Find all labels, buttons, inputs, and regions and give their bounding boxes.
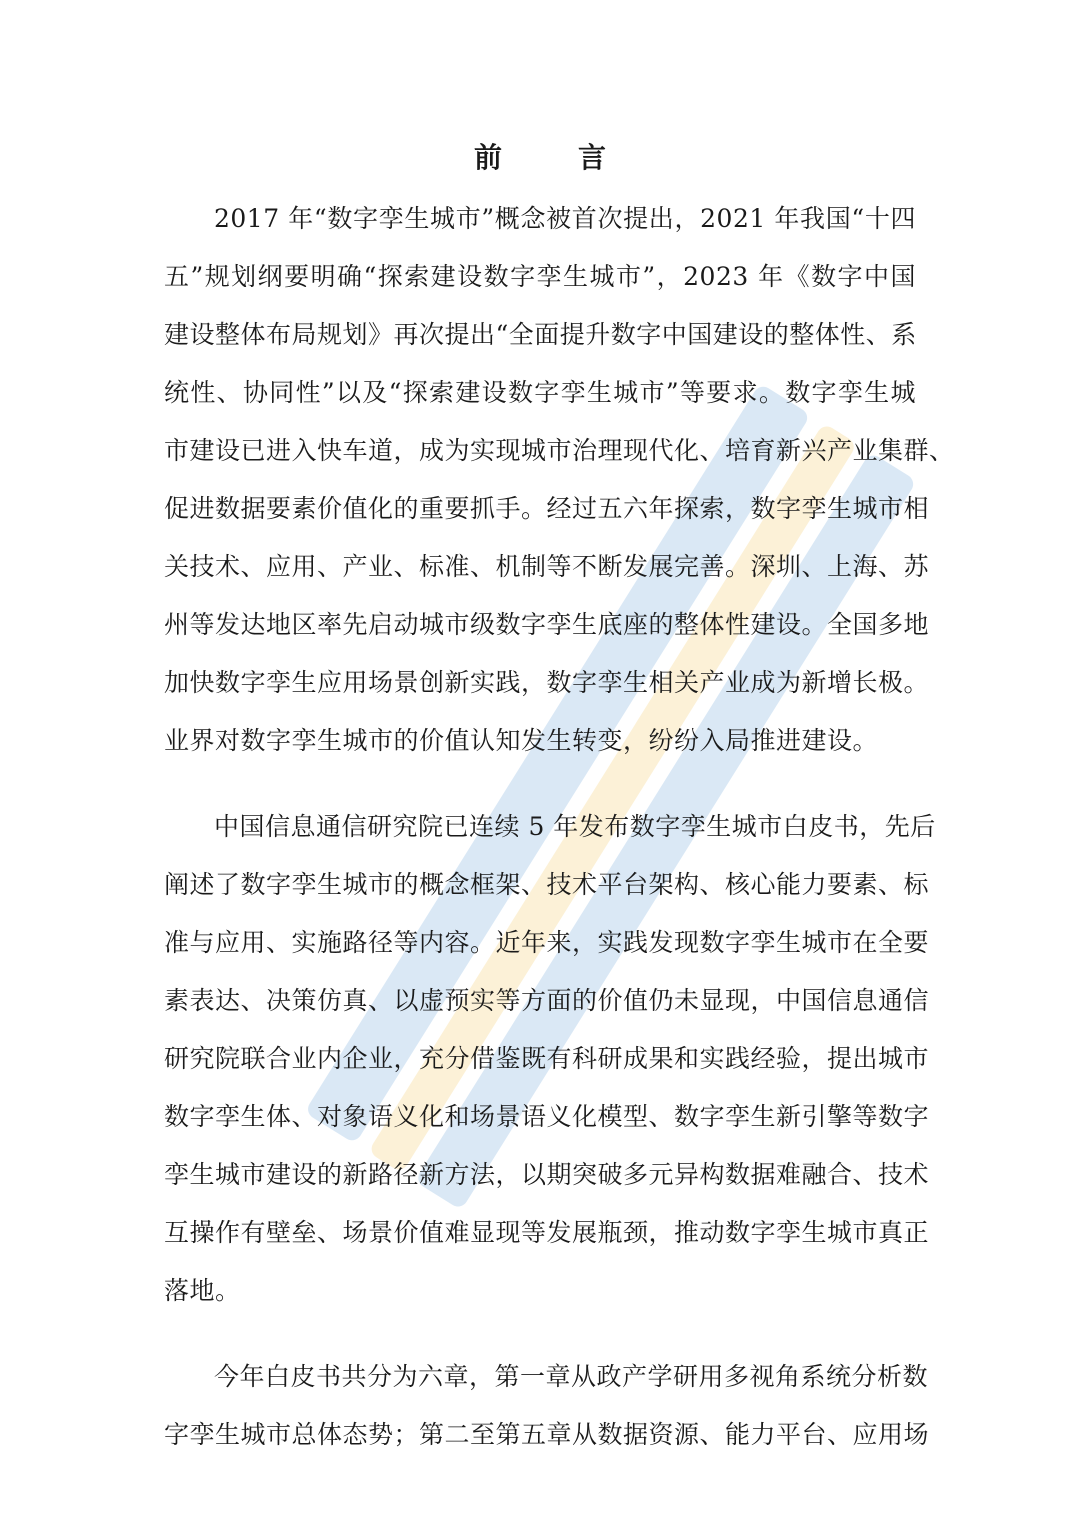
body-text (164, 190, 955, 1464)
text-line: 中国信息通信研究院已连续 5 年发布数字孪生城市白皮书，先后 (214, 812, 936, 841)
text-line: 2017 年“数字孪生城市”概念被首次提出，2021 年我国“十四 (214, 204, 916, 233)
text-line: 落地。 (164, 1276, 241, 1305)
text-line: 促进数据要素价值化的重要抓手。经过五六年探索，数字孪生城市相 (164, 494, 930, 523)
text-line: 统性、协同性”以及“探索建设数字孪生城市”等要求。数字孪生城 (164, 378, 916, 407)
paragraph-2 (164, 798, 936, 1320)
text-line: 业界对数字孪生城市的价值认知发生转变，纷纷入局推进建设。 (164, 726, 879, 755)
text-line: 关技术、应用、产业、标准、机制等不断发展完善。深圳、上海、苏 (164, 552, 930, 581)
text-line: 字孪生城市总体态势；第二至第五章从数据资源、能力平台、应用场 (164, 1420, 930, 1449)
page-title: 前 言 (473, 141, 630, 174)
text-line: 建设整体布局规划》再次提出“全面提升数字中国建设的整体性、系 (164, 320, 917, 349)
text-line: 五”规划纲要明确“探索建设数字孪生城市”，2023 年《数字中国 (164, 262, 916, 291)
text-line: 数字孪生体、对象语义化和场景语义化模型、数字孪生新引擎等数字 (164, 1102, 930, 1131)
text-line: 研究院联合业内企业，充分借鉴既有科研成果和实践经验，提出城市 (164, 1044, 930, 1073)
text-line: 州等发达地区率先启动城市级数字孪生底座的整体性建设。全国多地 (164, 610, 930, 639)
text-line: 互操作有壁垒、场景价值难显现等发展瓶颈，推动数字孪生城市真正 (164, 1218, 930, 1247)
paragraph-gap (164, 1320, 916, 1348)
text-line: 孪生城市建设的新路径新方法，以期突破多元异构数据难融合、技术 (164, 1160, 930, 1189)
text-line: 素表达、决策仿真、以虚预实等方面的价值仍未显现，中国信息通信 (164, 986, 930, 1015)
text-line: 加快数字孪生应用场景创新实践，数字孪生相关产业成为新增长极。 (164, 668, 930, 697)
text-line: 阐述了数字孪生城市的概念框架、技术平台架构、核心能力要素、标 (164, 870, 930, 899)
paragraph-1 (164, 190, 955, 770)
text-line: 准与应用、实施路径等内容。近年来，实践发现数字孪生城市在全要 (164, 928, 930, 957)
text-line: 今年白皮书共分为六章，第一章从政产学研用多视角系统分析数 (214, 1362, 929, 1391)
paragraph-3 (164, 1348, 930, 1464)
paragraph-gap (164, 770, 916, 798)
text-line: 市建设已进入快车道，成为实现城市治理现代化、培育新兴产业集群、 (164, 436, 955, 465)
